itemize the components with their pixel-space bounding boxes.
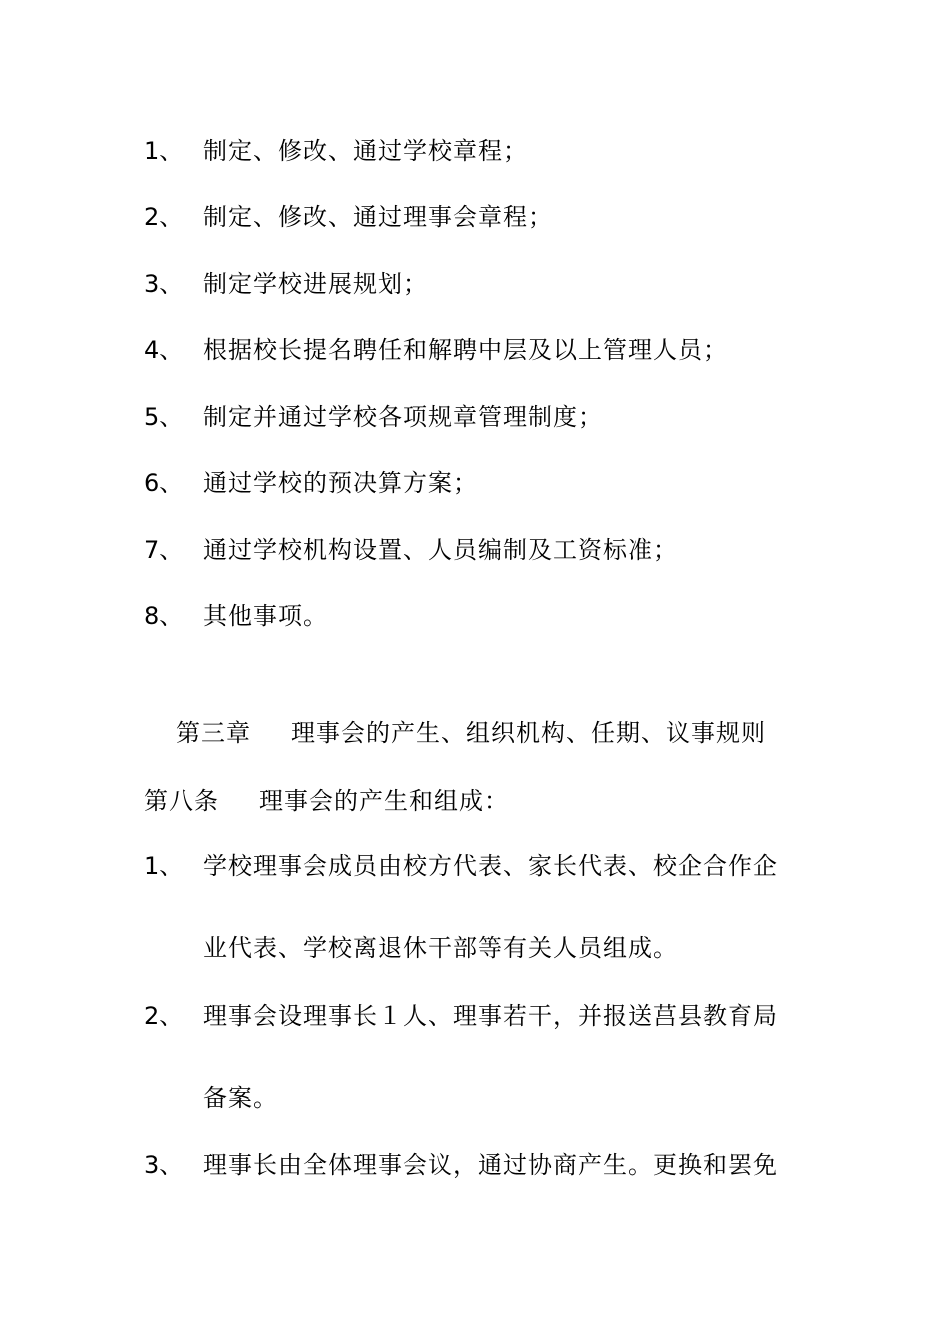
item-text: 学校理事会成员由校方代表、家长代表、校企合作企 bbox=[203, 852, 778, 880]
item-text: 制定学校进展规划； bbox=[203, 270, 428, 298]
item-continuation: 业代表、学校离退休干部等有关人员组成。 bbox=[203, 934, 678, 962]
item-number: 3、 bbox=[144, 1151, 184, 1179]
item-text: 根据校长提名聘任和解聘中层及以上管理人员； bbox=[203, 336, 728, 364]
item-continuation: 备案。 bbox=[203, 1084, 278, 1112]
item-text: 理事长由全体理事会议，通过协商产生。更换和罢免 bbox=[203, 1151, 778, 1179]
item-number: 6、 bbox=[144, 469, 184, 497]
chapter-label: 第三章 bbox=[176, 719, 251, 747]
item-text: 通过学校机构设置、人员编制及工资标准； bbox=[203, 536, 678, 564]
item-number: 4、 bbox=[144, 336, 184, 364]
item-text: 理事会设理事长１人、理事若干，并报送莒县教育局 bbox=[203, 1002, 778, 1030]
item-number: 5、 bbox=[144, 403, 184, 431]
item-text: 制定、修改、通过学校章程； bbox=[203, 137, 528, 165]
item-number: 1、 bbox=[144, 137, 184, 165]
chapter-title: 理事会的产生、组织机构、任期、议事规则 bbox=[291, 719, 766, 747]
article-label: 第八条 bbox=[144, 787, 219, 815]
item-number: 2、 bbox=[144, 203, 184, 231]
article-title: 理事会的产生和组成： bbox=[259, 787, 509, 815]
item-number: 8、 bbox=[144, 602, 184, 630]
item-text: 通过学校的预决算方案； bbox=[203, 469, 478, 497]
item-text: 制定、修改、通过理事会章程； bbox=[203, 203, 553, 231]
item-text: 制定并通过学校各项规章管理制度； bbox=[203, 403, 603, 431]
chapter-heading bbox=[176, 718, 766, 748]
item-text: 其他事项。 bbox=[203, 602, 328, 630]
item-number: 3、 bbox=[144, 270, 184, 298]
item-number: 1、 bbox=[144, 852, 184, 880]
article-heading bbox=[144, 786, 509, 816]
item-number: 2、 bbox=[144, 1002, 184, 1030]
item-number: 7、 bbox=[144, 536, 184, 564]
